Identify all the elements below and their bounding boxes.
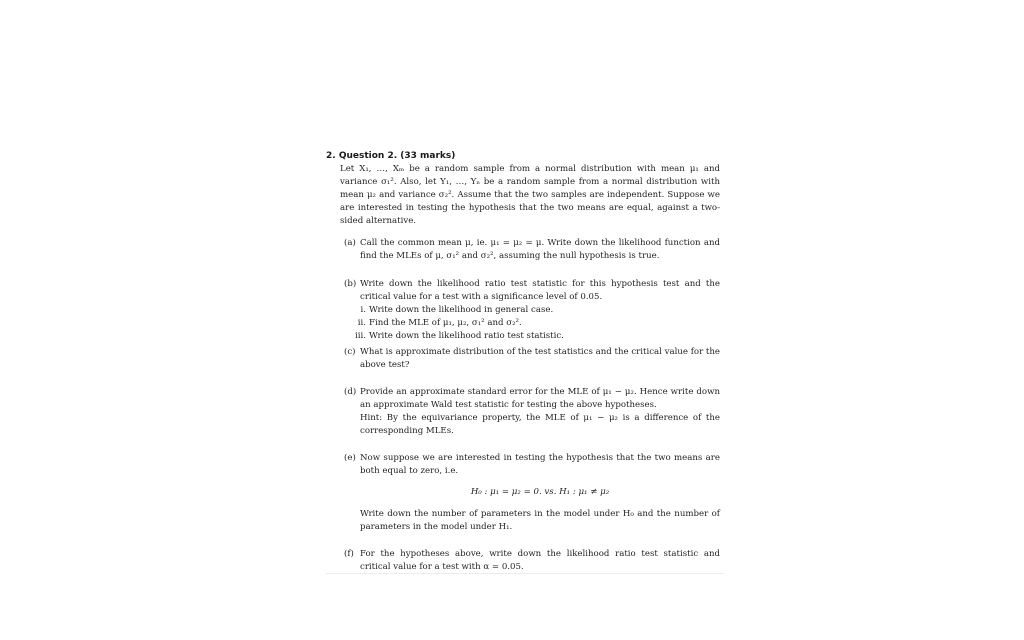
sub-item-text: Write down the likelihood ratio test statistic. bbox=[369, 331, 564, 341]
part-c-label: (c) bbox=[344, 347, 356, 357]
part-c-text: What is approximate distribution of the test statistics and the critical value for the above test? bbox=[360, 347, 720, 370]
part-d-hint bbox=[326, 412, 720, 438]
part-e-text: Now suppose we are interested in testing the hypothesis that the two means are both equal to zero, i.e. bbox=[360, 453, 720, 476]
sub-item-label: i. bbox=[360, 305, 366, 315]
sub-item-text: Write down the likelihood in general case. bbox=[369, 305, 554, 315]
sub-item-label: ii. bbox=[357, 318, 366, 328]
part-b-sub-item bbox=[326, 330, 720, 343]
sub-item-label: iii. bbox=[355, 331, 366, 341]
question-intro: Let X₁, …, Xₘ be a random sample from a normal distribution with mean μ₁ and variance σ₁². Also, let Y₁, …, Yₙ be a random sample from a normal distribution with mean μ₂ and variance σ₂². Assume that the two samples are independent. Suppose we are interested in testing the hypothesis that the two means are equal, against a two-sided alternative. bbox=[340, 164, 720, 226]
part-d-label: (d) bbox=[344, 387, 357, 397]
part-d-text: Provide an approximate standard error for the MLE of μ₁ − μ₂. Hence write down an approximate Wald test statistic for testing the above hypotheses. bbox=[360, 387, 720, 410]
part-b-text: Write down the likelihood ratio test statistic for this hypothesis test and the critical value for a test with a significance level of 0.05. bbox=[360, 279, 720, 302]
part-a bbox=[326, 237, 720, 263]
part-a-text: Call the common mean μ, ie. μ₁ = μ₂ = μ. Write down the likelihood function and find the MLEs of μ, σ₁² and σ₂², assuming the null hypothesis is true. bbox=[360, 238, 720, 261]
part-d bbox=[326, 386, 720, 412]
part-c bbox=[326, 346, 720, 372]
question-document bbox=[326, 150, 720, 574]
part-f bbox=[326, 548, 720, 574]
part-e-followup bbox=[326, 508, 720, 534]
part-e-label: (e) bbox=[344, 453, 356, 463]
sub-item-text: Find the MLE of μ₁, μ₂, σ₁² and σ₂². bbox=[369, 318, 522, 328]
page-bottom-rule bbox=[326, 573, 724, 574]
part-f-text: For the hypotheses above, write down the likelihood ratio test statistic and critical value for a test with α = 0.05. bbox=[360, 549, 720, 572]
part-e bbox=[326, 452, 720, 478]
part-b-label: (b) bbox=[344, 279, 357, 289]
hypothesis-formula: H₀ : μ₁ = μ₂ = 0. vs. H₁ : μ₁ ≠ μ₂ bbox=[470, 487, 610, 497]
part-a-label: (a) bbox=[344, 238, 356, 248]
part-d-hint-text: Hint: By the equivariance property, the MLE of μ₁ − μ₂ is a difference of the corresponding MLEs. bbox=[360, 413, 720, 436]
question-heading: 2. Question 2. (33 marks) bbox=[326, 151, 456, 161]
part-e-followup-text: Write down the number of parameters in the model under H₀ and the number of parameters in the model under H₁. bbox=[360, 509, 720, 532]
part-b-sub-item bbox=[326, 304, 720, 317]
part-b-sub-item bbox=[326, 317, 720, 330]
part-b bbox=[326, 278, 720, 304]
part-f-label: (f) bbox=[344, 549, 354, 559]
